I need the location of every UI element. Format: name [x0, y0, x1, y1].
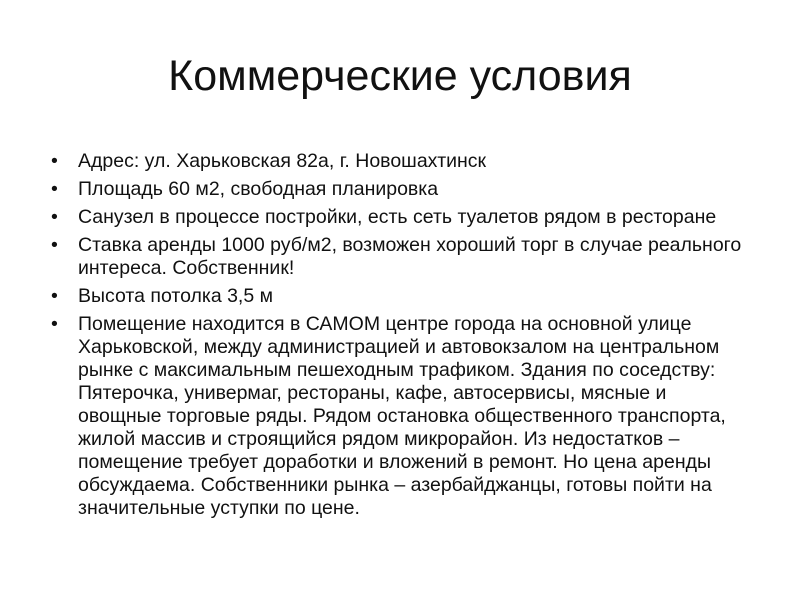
bullet-bathroom: • Санузел в процессе постройки, есть сеть туалетов рядом в ресторане: [51, 206, 751, 229]
bullet-address: • Адрес: ул. Харьковская 82а, г. Новошахтинск: [51, 150, 751, 173]
bullet-rent-rate: • Ставка аренды 1000 руб/м2, возможен хороший торг в случае реального интереса. Собственник!: [51, 234, 751, 280]
bullet-area: • Площадь 60 м2, свободная планировка: [51, 178, 751, 201]
bullet-list: [51, 150, 751, 520]
bullet-location-description: • Помещение находится в САМОМ центре города на основной улице Харьковской, между администрацией и автовокзалом на центральном рынке с максимальным пешеходным трафиком. Здания по соседству: Пятерочка, универмаг, рестораны, кафе, автосервисы, мясные и овощные торговые ряды. Рядом остановка общественного транспорта, жилой массив и строящийся рядом микрорайон. Из недостатков – помещение требует доработки и вложений в ремонт. Но цена аренды обсуждаема. Собственники рынка – азербайджанцы, готовы пойти на значительные уступки по цене.: [51, 313, 751, 520]
bullet-ceiling-height: • Высота потолка 3,5 м: [51, 285, 751, 308]
slide-title: Коммерческие условия: [168, 52, 632, 100]
